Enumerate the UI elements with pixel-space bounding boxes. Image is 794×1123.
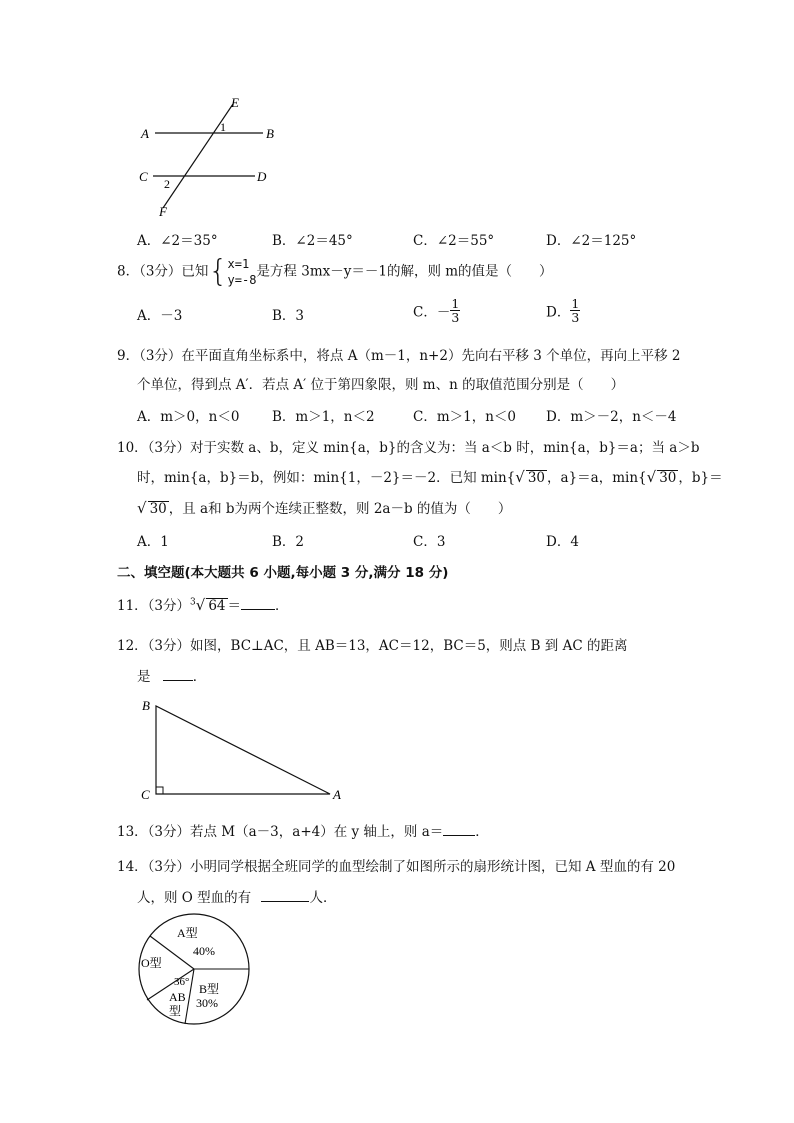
q10-line3-text: ，且 a和 b为两个连续正整数，则 2a－b 的值为（ ） xyxy=(168,501,512,517)
q14-answer-blank[interactable] xyxy=(261,889,309,902)
label-a: A xyxy=(141,126,149,141)
right-triangle-figure xyxy=(138,696,353,806)
q10-option-a[interactable]: A．1 xyxy=(137,534,169,550)
q14-end: 人． xyxy=(309,890,337,906)
q8-option-b[interactable]: B．3 xyxy=(272,308,305,324)
q10-line2-part-c: ，b}＝ xyxy=(678,470,723,486)
label-angle-1: 1 xyxy=(220,120,226,134)
label-b: B xyxy=(266,126,274,141)
label-b: B xyxy=(142,698,150,713)
q12-line1: 12．（3分）如图，BC⊥AC，且 AB＝13，AC＝12，BC＝5，则点 B 到 AC 的距离 xyxy=(117,638,628,654)
pie-pct-b: 30% xyxy=(196,996,218,1010)
radical-sign: √ xyxy=(137,499,147,517)
label-f: F xyxy=(159,204,167,219)
q8-fraction-d: $\frac{1}{3}$ xyxy=(571,296,580,325)
q8-fraction-c: $\frac{1}{3}$ xyxy=(451,296,460,325)
q10-line2 xyxy=(137,466,723,486)
q13-answer-blank[interactable] xyxy=(443,823,475,836)
pie-label-ab-2: 型 xyxy=(169,1004,182,1018)
q8-option-c[interactable]: C．－ $\frac{1}{3}$ xyxy=(413,296,460,325)
q13-stem xyxy=(117,820,489,840)
q8-eq2: y=-8 xyxy=(227,273,257,287)
q7-option-d[interactable]: D．∠2＝125° xyxy=(546,233,637,249)
sqrt-30-a: 30 xyxy=(527,470,546,486)
q8-brace: { xyxy=(208,254,228,289)
right-angle-marker xyxy=(156,787,163,794)
q11-end: ． xyxy=(275,598,289,614)
q9-option-c[interactable]: C．m＞1，n＜0 xyxy=(413,409,517,425)
cube-root-radicand: 64 xyxy=(208,598,226,614)
label-angle-2: 2 xyxy=(164,177,170,191)
q7-option-a[interactable]: A．∠2＝35° xyxy=(137,233,218,249)
q8-system xyxy=(228,256,257,288)
q12-line2-text: 是 xyxy=(137,669,151,685)
q10-option-d[interactable]: D．4 xyxy=(546,534,579,550)
q12-answer-blank[interactable] xyxy=(163,668,193,681)
radical-sign: √ xyxy=(646,468,657,486)
label-d: D xyxy=(257,169,267,184)
q12-line2 xyxy=(137,665,206,685)
label-c: C xyxy=(141,787,150,802)
blood-type-pie-chart xyxy=(135,912,255,1027)
pie-label-b: B型 xyxy=(199,982,220,996)
q13-end: ． xyxy=(475,824,489,840)
q10-line1: 10．（3分）对于实数 a、b，定义 min{a，b}的含义为：当 a＜b 时，min{a，b}＝a；当 a＞b xyxy=(117,440,700,456)
q14-line1: 14．（3分）小明同学根据全班同学的血型绘制了如图所示的扇形统计图，已知 A 型血的有 20 xyxy=(117,859,676,875)
section-2-heading: 二、填空题(本大题共 6 小题,每小题 3 分,满分 18 分) xyxy=(117,565,449,581)
q10-line2-part-b: ，a}＝a，min{ xyxy=(547,470,647,486)
radical-sign: √ xyxy=(195,596,206,614)
q8-option-d[interactable]: D． $\frac{1}{3}$ xyxy=(546,296,580,325)
triangle-abc xyxy=(156,706,330,794)
q11-answer-blank[interactable] xyxy=(241,597,275,610)
cube-root-index: 3 xyxy=(190,597,196,608)
q10-line3 xyxy=(137,497,511,517)
q10-line2-part-a: 时，min{a，b}＝b，例如：min{1，－2}＝－2．已知 min{ xyxy=(137,470,516,486)
sqrt-30-b: 30 xyxy=(659,470,677,486)
q11-prefix: 11．（3分） xyxy=(117,598,191,614)
pie-label-o: O型 xyxy=(141,956,162,970)
q8-eq1: x=1 xyxy=(227,257,250,271)
q8-option-a[interactable]: A．－3 xyxy=(137,308,183,324)
q7-option-c[interactable]: C．∠2＝55° xyxy=(413,233,495,249)
label-a: A xyxy=(333,787,341,802)
pie-label-a: A型 xyxy=(177,926,198,940)
q13-text: 13．（3分）若点 M（a－3，a+4）在 y 轴上，则 a＝ xyxy=(117,824,444,840)
q14-line2 xyxy=(137,886,336,906)
q9-line2: 个单位，得到点 A′．若点 A′ 位于第四象限，则 m、n 的取值范围分别是（ ） xyxy=(137,377,625,393)
q8-stem xyxy=(117,256,553,288)
q14-line2-text: 人，则 O 型血的有 xyxy=(137,890,252,906)
pie-angle-label: 36° xyxy=(174,976,190,988)
pie-label-ab-1: AB xyxy=(169,990,186,1004)
q9-option-a[interactable]: A．m＞0，n＜0 xyxy=(137,409,240,425)
sqrt-30-c: 30 xyxy=(149,501,167,517)
pie-pct-a: 40% xyxy=(193,944,215,958)
radical-sign: √ xyxy=(515,468,525,486)
q8-prefix: 8．（3分）已知 xyxy=(117,263,209,280)
q12-end: ． xyxy=(192,669,207,685)
q9-option-b[interactable]: B．m＞1，n＜2 xyxy=(272,409,375,425)
q10-option-c[interactable]: C．3 xyxy=(413,534,446,550)
q9-option-d[interactable]: D．m＞－2，n＜－4 xyxy=(546,409,677,425)
q10-option-b[interactable]: B．2 xyxy=(272,534,305,550)
q7-option-b[interactable]: B．∠2＝45° xyxy=(272,233,353,249)
q8-mid: 是方程 3mx－y＝－1的解，则 m的值是（ ） xyxy=(256,263,553,280)
q9-line1: 9．（3分）在平面直角坐标系中，将点 A（m－1，n+2）先向右平移 3 个单位，再向上平移 2 xyxy=(117,348,681,364)
parallel-lines-figure xyxy=(135,92,285,222)
q11-stem xyxy=(117,594,289,614)
label-c: C xyxy=(139,169,148,184)
q11-equals: ＝ xyxy=(227,598,242,614)
label-e: E xyxy=(231,95,239,110)
